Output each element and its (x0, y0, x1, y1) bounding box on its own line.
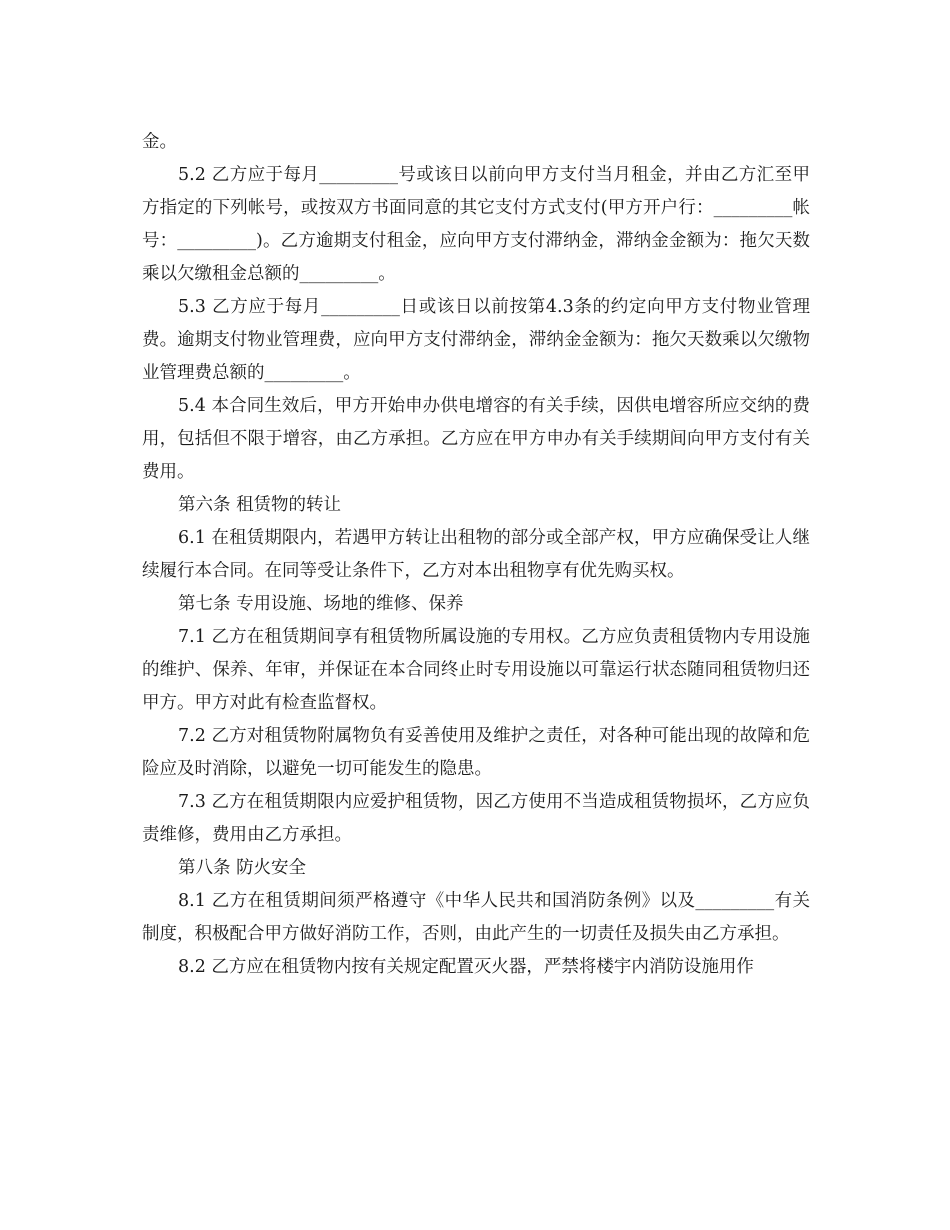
clause-8-1: 8.1 乙方在租赁期间须严格遵守《中华人民共和国消防条例》以及_________有关制度，积极配合甲方做好消防工作，否则，由此产生的一切责任及损失由乙方承担。 (142, 891, 810, 944)
clause-7-3: 7.3 乙方在租赁期限内应爱护租赁物，因乙方使用不当造成租赁物损坏，乙方应负责维修，费用由乙方承担。 (142, 792, 810, 845)
article-7-heading: 第七条 专用设施、场地的维修、保养 (178, 594, 464, 614)
clause-5-4: 5.4 本合同生效后，甲方开始申办供电增容的有关手续，因供电增容所应交纳的费用，包括但不限于增容，由乙方承担。乙方应在甲方申办有关手续期间向甲方支付有关费用。 (142, 396, 810, 482)
clause-7-1: 7.1 乙方在租赁期间享有租赁物所属设施的专用权。乙方应负责租赁物内专用设施的维护、保养、年审，并保证在本合同终止时专用设施以可靠运行状态随同租赁物归还甲方。甲方对此有检查监督权。 (142, 627, 810, 713)
paragraph-continuation: 金。 (142, 132, 177, 152)
clause-7-2: 7.2 乙方对租赁物附属物负有妥善使用及维护之责任，对各种可能出现的故障和危险应及时消除，以避免一切可能发生的隐患。 (142, 726, 810, 779)
article-8-heading: 第八条 防火安全 (178, 858, 307, 878)
document-body (142, 126, 810, 984)
clause-5-3: 5.3 乙方应于每月_________日或该日以前按第4.3条的约定向甲方支付物业管理费。逾期支付物业管理费，应向甲方支付滞纳金，滞纳金金额为：拖欠天数乘以欠缴物业管理费总额的_________。 (142, 297, 810, 383)
clause-6-1: 6.1 在租赁期限内，若遇甲方转让出租物的部分或全部产权，甲方应确保受让人继续履行本合同。在同等受让条件下，乙方对本出租物享有优先购买权。 (142, 528, 810, 581)
article-6-heading: 第六条 租赁物的转让 (178, 495, 342, 515)
clause-8-2: 8.2 乙方应在租赁物内按有关规定配置灭火器，严禁将楼宇内消防设施用作 (178, 957, 754, 977)
clause-5-2: 5.2 乙方应于每月_________号或该日以前向甲方支付当月租金，并由乙方汇至甲方指定的下列帐号，或按双方书面同意的其它支付方式支付(甲方开户行：_________帐号：_________)。乙方逾期支付租金，应向甲方支付滞纳金，滞纳金金额为：拖欠天数乘以欠缴租金总额的_________。 (142, 165, 810, 284)
